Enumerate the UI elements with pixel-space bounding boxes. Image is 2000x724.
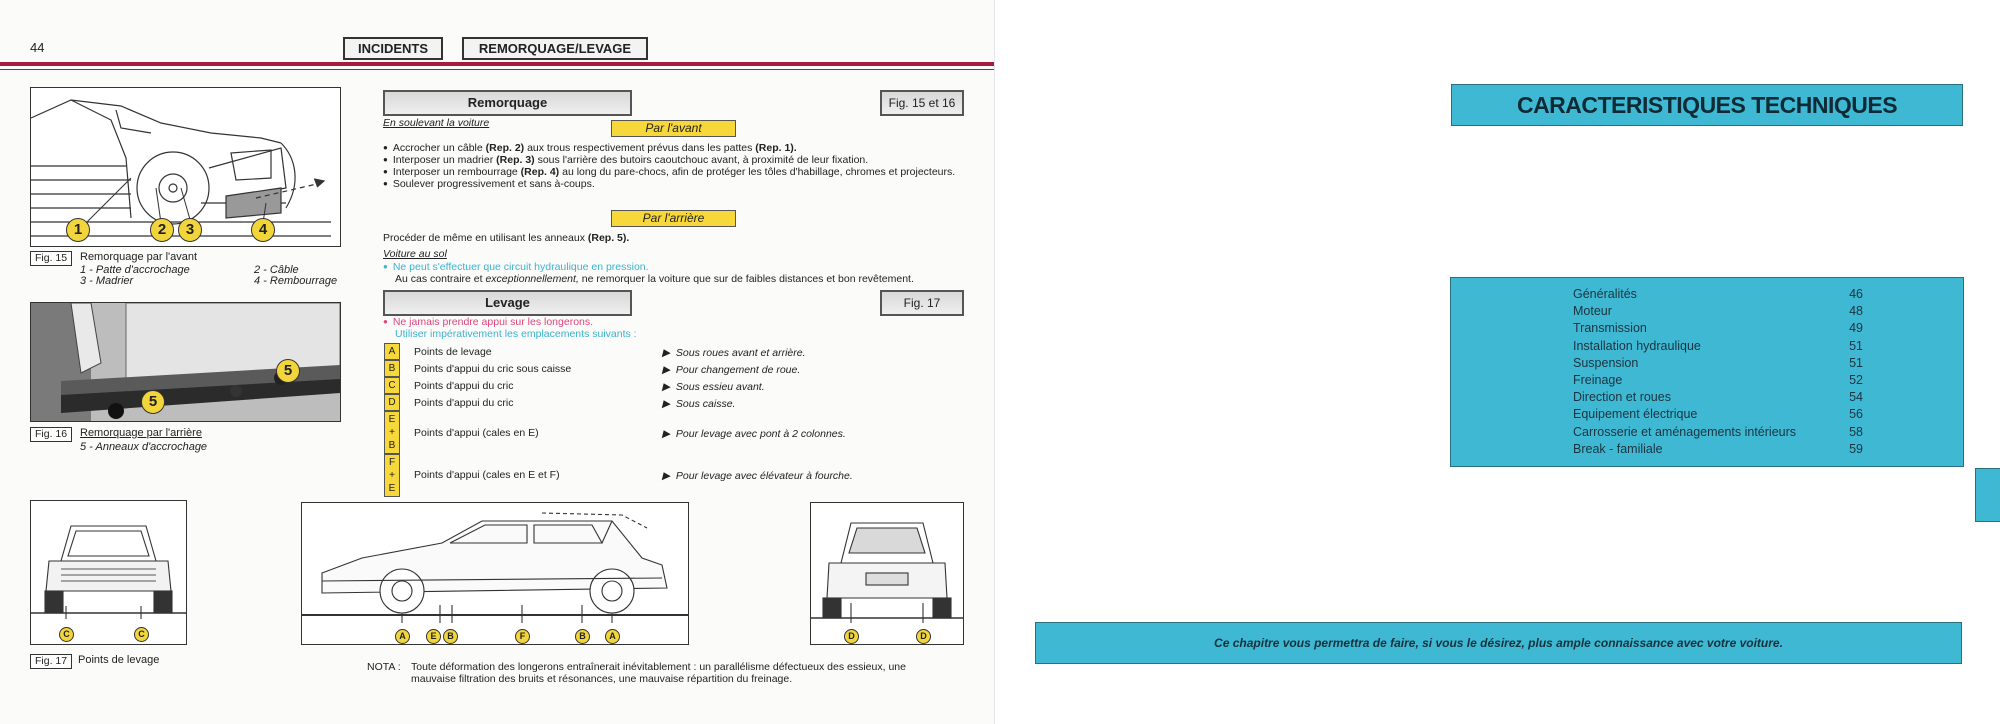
tab-incidents: INCIDENTS bbox=[343, 37, 443, 60]
marker-a-rear: A bbox=[605, 629, 620, 644]
toc-item-page: 58 bbox=[1849, 424, 1863, 439]
marker-c-2: C bbox=[134, 627, 149, 642]
fig16-label: Fig. 16 bbox=[30, 427, 72, 442]
row-b-label: Points d'appui du cric sous caisse bbox=[414, 363, 572, 375]
row-a-label: Points de levage bbox=[414, 346, 492, 358]
toc-item-page: 49 bbox=[1849, 321, 1863, 336]
letter-c: C bbox=[384, 377, 400, 394]
nota-text: Toute déformation des longerons entraînerait inévitablement : un parallélisme défectueux des essieux, une mauvaise filtration des bruits et résonances, une mauvaise répartition du freinage. bbox=[411, 661, 906, 685]
levage-warning-1: ● Ne jamais prendre appui sur les longerons. bbox=[383, 316, 593, 328]
row-d-label: Points d'appui du cric bbox=[414, 397, 514, 409]
footer-box bbox=[1035, 622, 1962, 664]
toc-item bbox=[1573, 355, 1863, 372]
sol-text: Au cas contraire et exceptionnellement, ne remorquer la voiture que sur de faibles distances et bon revêtement. bbox=[395, 273, 914, 285]
toc-item-label: Moteur bbox=[1573, 304, 1612, 319]
marker-4: 4 bbox=[251, 218, 275, 242]
header-rule-thin bbox=[0, 69, 994, 70]
toc-item-label: Break - familiale bbox=[1573, 441, 1663, 456]
toc-item bbox=[1573, 441, 1863, 458]
row-fe-use: ▶ Pour levage avec élévateur à fourche. bbox=[662, 470, 853, 482]
toc-item-label: Freinage bbox=[1573, 372, 1623, 387]
toc-item-page: 51 bbox=[1849, 338, 1863, 353]
toc-item-label: Transmission bbox=[1573, 321, 1647, 336]
chapter-title-box bbox=[1451, 84, 1963, 126]
fig15-illustration bbox=[30, 87, 341, 247]
marker-5-a: 5 bbox=[276, 359, 300, 383]
marker-2: 2 bbox=[150, 218, 174, 242]
fig17-caption: Points de levage bbox=[78, 654, 160, 666]
fig16-caption: Remorquage par l'arrière bbox=[80, 427, 202, 439]
fig16-legend: 5 - Anneaux d'accrochage bbox=[80, 441, 208, 453]
fig16-photo bbox=[30, 302, 341, 422]
toc-item bbox=[1573, 389, 1863, 406]
tab-remorquage-levage: REMORQUAGE/LEVAGE bbox=[462, 37, 648, 60]
row-fe-label: Points d'appui (cales en E et F) bbox=[414, 469, 560, 481]
toc-item-label: Carrosserie et aménagements intérieurs bbox=[1573, 424, 1797, 439]
fig15-label: Fig. 15 bbox=[30, 251, 72, 266]
toc-box bbox=[1450, 277, 1964, 467]
letter-e-b: E + B bbox=[384, 411, 400, 454]
levage-fig-ref: Fig. 17 bbox=[880, 290, 964, 316]
toc-item bbox=[1573, 338, 1863, 355]
remorquage-fig-ref: Fig. 15 et 16 bbox=[880, 90, 964, 116]
letter-a: A bbox=[384, 343, 400, 360]
marker-e: E bbox=[426, 629, 441, 644]
toc-item-page: 48 bbox=[1849, 304, 1863, 319]
marker-a-front: A bbox=[395, 629, 410, 644]
chapter-title: CARACTERISTIQUES TECHNIQUES bbox=[1516, 92, 1898, 118]
toc-item-label: Installation hydraulique bbox=[1573, 338, 1701, 353]
remorquage-subtitle: En soulevant la voiture bbox=[383, 117, 490, 129]
marker-f: F bbox=[515, 629, 530, 644]
fig17-side-view bbox=[301, 502, 689, 645]
toc-item-label: Direction et roues bbox=[1573, 390, 1671, 405]
page-number: 44 bbox=[30, 40, 45, 55]
row-eb-label: Points d'appui (cales en E) bbox=[414, 427, 539, 439]
row-c-label: Points d'appui du cric bbox=[414, 380, 514, 392]
row-c-use: ▶ Sous essieu avant. bbox=[662, 381, 765, 393]
par-arriere-label: Par l'arrière bbox=[611, 210, 736, 227]
toc-item bbox=[1573, 424, 1863, 441]
fig17-front-view bbox=[30, 500, 187, 645]
marker-d-1: D bbox=[844, 629, 859, 644]
left-page bbox=[0, 0, 994, 724]
letter-b: B bbox=[384, 360, 400, 377]
marker-b-front: B bbox=[443, 629, 458, 644]
fig17-rear-view bbox=[810, 502, 964, 645]
toc-item bbox=[1573, 372, 1863, 389]
chapter-intro: Ce chapitre vous permettra de faire, si vous le désirez, plus ample connaissance avec votre voiture. bbox=[1214, 636, 1783, 650]
fig15-legend-4: 4 - Rembourrage bbox=[254, 275, 338, 287]
arriere-instruction: Procéder de même en utilisant les anneaux (Rep. 5). bbox=[383, 232, 630, 244]
toc-item bbox=[1573, 320, 1863, 337]
toc-item-page: 59 bbox=[1849, 441, 1863, 456]
section-levage-title: Levage bbox=[383, 290, 632, 316]
toc-item bbox=[1573, 286, 1863, 303]
avant-item-2: ● Interposer un madrier (Rep. 3) sous l'arrière des butoirs caoutchouc avant, à proximité de leur fixation. bbox=[383, 154, 963, 166]
toc-item-label: Equipement électrique bbox=[1573, 407, 1698, 422]
marker-d-2: D bbox=[916, 629, 931, 644]
toc-item-page: 54 bbox=[1849, 390, 1863, 405]
row-a-use: ▶ Sous roues avant et arrière. bbox=[662, 347, 806, 359]
avant-instructions bbox=[383, 142, 963, 190]
nota-label: NOTA : bbox=[367, 661, 401, 673]
letter-d: D bbox=[384, 394, 400, 411]
row-eb-use: ▶ Pour levage avec pont à 2 colonnes. bbox=[662, 428, 846, 440]
toc-item-page: 56 bbox=[1849, 407, 1863, 422]
fig15-legend-1: 1 - Patte d'accrochage bbox=[80, 264, 190, 276]
par-avant-label: Par l'avant bbox=[611, 120, 736, 137]
toc-item-label: Suspension bbox=[1573, 355, 1639, 370]
row-b-use: ▶ Pour changement de roue. bbox=[662, 364, 801, 376]
right-page bbox=[994, 0, 2000, 724]
fig15-legend-2: 2 - Câble bbox=[254, 264, 299, 276]
fig15-legend-3: 3 - Madrier bbox=[80, 275, 134, 287]
marker-c-1: C bbox=[59, 627, 74, 642]
voiture-sol-subtitle: Voiture au sol bbox=[383, 248, 447, 260]
toc-item bbox=[1573, 303, 1863, 320]
avant-item-4: ● Soulever progressivement et sans à-coups. bbox=[383, 178, 963, 190]
avant-item-3: ● Interposer un rembourrage (Rep. 4) au long du pare-chocs, afin de protéger les tôles d'habillage, chromes et projecteurs. bbox=[383, 166, 963, 178]
marker-5-b: 5 bbox=[141, 390, 165, 414]
toc-item-page: 52 bbox=[1849, 372, 1863, 387]
toc-item-page: 51 bbox=[1849, 355, 1863, 370]
sol-warning: ● Ne peut s'effectuer que circuit hydraulique en pression. bbox=[383, 261, 649, 273]
marker-3: 3 bbox=[178, 218, 202, 242]
fig17-label: Fig. 17 bbox=[30, 654, 72, 669]
fig15-caption: Remorquage par l'avant bbox=[80, 251, 198, 263]
toc-item bbox=[1573, 406, 1863, 423]
section-remorquage-title: Remorquage bbox=[383, 90, 632, 116]
chapter-tab bbox=[1975, 468, 2000, 522]
avant-item-1: ● Accrocher un câble (Rep. 2) aux trous respectivement prévus dans les pattes (Rep. 1). bbox=[383, 142, 963, 154]
toc-list bbox=[1573, 286, 1863, 458]
marker-b-rear: B bbox=[575, 629, 590, 644]
levage-warning-2: Utiliser impérativement les emplacements suivants : bbox=[395, 328, 637, 340]
marker-1: 1 bbox=[66, 218, 90, 242]
letter-f-e: F + E bbox=[384, 454, 400, 497]
toc-item-label: Généralités bbox=[1573, 287, 1637, 301]
header-rule bbox=[0, 62, 994, 66]
toc-item-page: 46 bbox=[1849, 287, 1863, 301]
row-d-use: ▶ Sous caisse. bbox=[662, 398, 736, 410]
